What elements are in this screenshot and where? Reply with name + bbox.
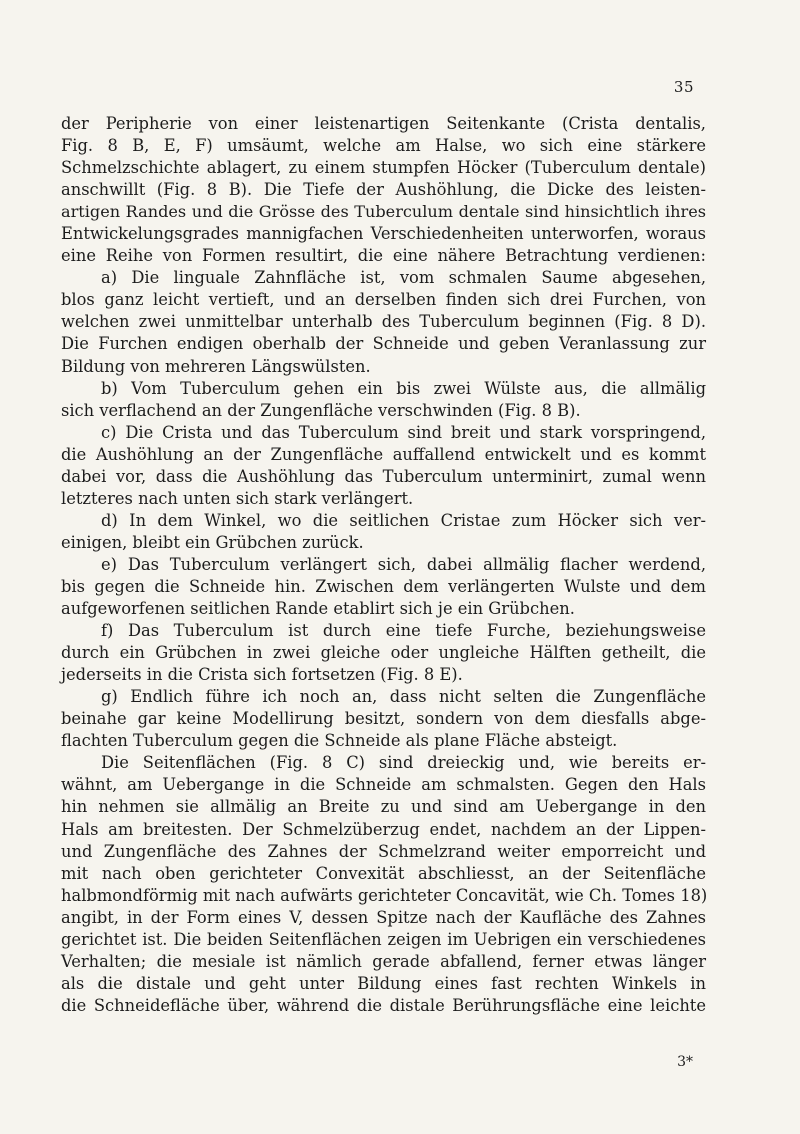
text-line: einigen, bleibt ein Grübchen zurück. (61, 532, 364, 552)
text-line: bis gegen die Schneide hin. Zwischen dem verlängerten Wulste und dem (61, 576, 706, 596)
text-line: mit nach oben gerichteter Convexität abschliesst, an der Seitenfläche (61, 863, 706, 883)
body-text (61, 113, 706, 1017)
text-line: welchen zwei unmittelbar unterhalb des Tuberculum beginnen (Fig. 8 D). (61, 312, 706, 332)
text-line: g) Endlich führe ich noch an, dass nicht selten die Zungenfläche (101, 687, 706, 707)
text-line: anschwillt (Fig. 8 B). Die Tiefe der Aushöhlung, die Dicke des leisten- (61, 180, 706, 200)
text-line: blos ganz leicht vertieft, und an derselben finden sich drei Furchen, von (61, 290, 706, 310)
text-line: Verhalten; die mesiale ist nämlich gerade abfallend, ferner etwas länger (61, 951, 706, 971)
text-line: aufgeworfenen seitlichen Rande etablirt sich je ein Grübchen. (61, 599, 575, 619)
text-line: wähnt, am Uebergange in die Schneide am schmalsten. Gegen den Hals (61, 775, 706, 795)
text-line: f) Das Tuberculum ist durch eine tiefe Furche, beziehungsweise (101, 621, 706, 641)
text-line: und Zungenfläche des Zahnes der Schmelzrand weiter emporreicht und (61, 841, 706, 861)
text-line: hin nehmen sie allmälig an Breite zu und sind am Uebergange in den (61, 797, 706, 817)
text-line: gerichtet ist. Die beiden Seitenflächen zeigen im Uebrigen ein verschiedenes (61, 929, 706, 949)
signature-mark: 3* (677, 1054, 693, 1070)
text-line: dabei vor, dass die Aushöhlung das Tuberculum unterminirt, zumal wenn (61, 466, 706, 486)
text-line: Entwickelungsgrades mannigfachen Verschiedenheiten unterworfen, woraus (61, 224, 706, 244)
text-line: Schmelzschichte ablagert, zu einem stumpfen Höcker (Tuberculum dentale) (61, 158, 706, 178)
text-line: als die distale und geht unter Bildung eines fast rechten Winkels in (61, 973, 706, 993)
page-number: 35 (673, 78, 694, 96)
text-line: die Aushöhlung an der Zungenfläche auffallend entwickelt und es kommt (61, 444, 706, 464)
text-line: beinahe gar keine Modellirung besitzt, sondern von dem diesfalls abge- (61, 709, 706, 729)
text-line: eine Reihe von Formen resultirt, die eine nähere Betrachtung verdienen: (61, 246, 706, 266)
text-line: e) Das Tuberculum verlängert sich, dabei allmälig flacher werdend, (101, 554, 706, 574)
text-line: flachten Tuberculum gegen die Schneide als plane Fläche absteigt. (61, 731, 618, 751)
text-line: a) Die linguale Zahnfläche ist, vom schmalen Saume abgesehen, (101, 268, 706, 288)
text-line: Fig. 8 B, E, F) umsäumt, welche am Halse, wo sich eine stärkere (61, 136, 706, 156)
text-line: sich verflachend an der Zungenfläche verschwinden (Fig. 8 B). (61, 400, 581, 420)
text-line: artigen Randes und die Grösse des Tuberculum dentale sind hinsichtlich ihres (61, 202, 706, 222)
text-line: letzteres nach unten sich stark verlängert. (61, 488, 414, 508)
text-line: Die Furchen endigen oberhalb der Schneide und geben Veranlassung zur (61, 334, 706, 354)
text-line: d) In dem Winkel, wo die seitlichen Cristae zum Höcker sich ver- (101, 510, 706, 530)
text-line: halbmondförmig mit nach aufwärts gerichteter Concavität, wie Ch. Tomes 18) (61, 885, 708, 905)
text-line: c) Die Crista und das Tuberculum sind breit und stark vorspringend, (101, 422, 706, 442)
text-line: b) Vom Tuberculum gehen ein bis zwei Wülste aus, die allmälig (101, 378, 706, 398)
text-line: die Schneidefläche über, während die distale Berührungsfläche eine leichte (61, 995, 706, 1015)
text-line: Hals am breitesten. Der Schmelzüberzug endet, nachdem an der Lippen- (61, 819, 706, 839)
text-line: der Peripherie von einer leistenartigen Seitenkante (Crista dentalis, (61, 114, 706, 133)
text-line: durch ein Grübchen in zwei gleiche oder ungleiche Hälften getheilt, die (61, 643, 706, 663)
text-line: jederseits in die Crista sich fortsetzen (Fig. 8 E). (61, 665, 463, 685)
text-line: Bildung von mehreren Längswülsten. (61, 356, 371, 376)
text-line: angibt, in der Form eines V, dessen Spitze nach der Kaufläche des Zahnes (61, 907, 706, 927)
text-line: Die Seitenflächen (Fig. 8 C) sind dreieckig und, wie bereits er- (101, 753, 706, 773)
